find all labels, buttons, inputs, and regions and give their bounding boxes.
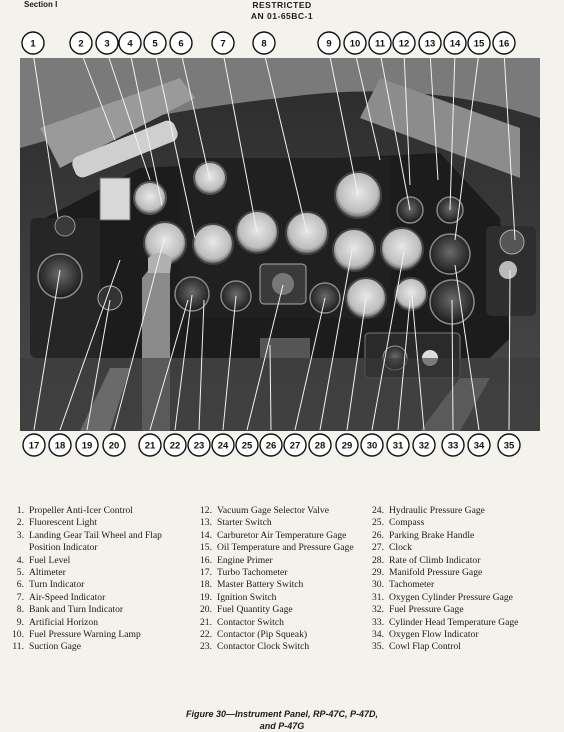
callout-number: 9 <box>326 38 332 50</box>
legend-item <box>362 567 548 579</box>
legend-item-number: 13. <box>200 517 212 529</box>
caption-line-1: Figure 30—Instrument Panel, RP-47C, P-47D, <box>185 709 379 719</box>
legend-item-text: Air-Speed Indicator <box>29 591 106 603</box>
legend-item-number: 21. <box>200 616 212 628</box>
leader-14 <box>450 52 455 210</box>
callout-number: 16 <box>498 38 510 50</box>
callout-number: 27 <box>289 440 301 452</box>
leader-18 <box>60 260 120 430</box>
callout-number: 21 <box>144 440 156 452</box>
legend-item-text: Manifold Pressure Gage <box>389 567 483 579</box>
callout-22 <box>164 434 186 456</box>
legend-item-text: Fuel Quantity Gage <box>217 604 293 616</box>
legend-item-text: Fuel Pressure Warning Lamp <box>29 629 141 641</box>
legend-item <box>362 604 548 616</box>
callout-number: 13 <box>424 38 436 50</box>
legend-item <box>2 567 182 579</box>
legend-item <box>2 641 182 653</box>
leader-21 <box>150 300 188 430</box>
legend-item-number: 23. <box>200 641 212 653</box>
legend-item-number: 17. <box>200 567 212 579</box>
legend-item <box>2 517 182 529</box>
legend-item-number: 32. <box>372 604 384 616</box>
legend-item <box>2 629 182 641</box>
callout-number: 11 <box>374 38 386 50</box>
callout-12 <box>393 32 415 54</box>
legend-item-text: Turbo Tachometer <box>217 567 288 579</box>
legend-item <box>190 542 365 554</box>
legend-item <box>2 555 182 567</box>
legend-item-text: Hydraulic Pressure Gage <box>389 505 485 516</box>
callout-9 <box>318 32 340 54</box>
legend-item-number: 2. <box>16 517 24 529</box>
callout-number: 2 <box>78 38 84 50</box>
callout-8 <box>253 32 275 54</box>
leader-15 <box>455 52 479 240</box>
legend-item-text: Bank and Turn Indicator <box>29 604 124 616</box>
legend-item-number: 18. <box>200 579 212 591</box>
callout-number: 6 <box>178 38 184 50</box>
callout-number: 3 <box>104 38 110 50</box>
callout-number: 5 <box>152 38 158 50</box>
legend-item <box>2 579 182 591</box>
leader-20 <box>114 236 165 430</box>
section-label: Section I <box>24 0 58 9</box>
legend-item-number: 1. <box>16 505 24 516</box>
legend-item <box>190 505 365 517</box>
legend-item <box>362 517 548 529</box>
legend-item-text: Compass <box>389 517 425 529</box>
legend-item-number: 5. <box>16 567 24 579</box>
callout-number: 34 <box>473 440 485 452</box>
legend-item-text: Turn Indicator <box>29 579 85 591</box>
callout-number: 19 <box>81 440 93 452</box>
legend-item-text: Fuel Level <box>29 554 71 566</box>
caption-line-2: and P-47G <box>259 720 305 731</box>
callout-number: 24 <box>217 440 229 452</box>
leader-6 <box>181 52 210 180</box>
callout-number: 12 <box>398 38 410 50</box>
legend-item <box>2 592 182 604</box>
legend-item-text: Parking Brake Handle <box>389 529 475 541</box>
callout-18 <box>49 434 71 456</box>
legend-item <box>190 579 365 591</box>
legend-item-text: Landing Gear Tail Wheel and Flap Position Indicator <box>29 529 162 554</box>
callout-number: 35 <box>503 440 515 452</box>
legend-item <box>362 617 548 629</box>
callout-14 <box>444 32 466 54</box>
callout-2 <box>70 32 92 54</box>
legend-item-number: 26. <box>372 529 384 541</box>
legend-item-text: Fluorescent Light <box>29 517 97 529</box>
legend-item-text: Master Battery Switch <box>217 579 304 591</box>
legend-item <box>362 592 548 604</box>
callout-29 <box>336 434 358 456</box>
leader-16 <box>504 52 515 240</box>
leader-5 <box>155 52 195 238</box>
legend-item-text: Oxygen Flow Indicator <box>389 629 479 641</box>
callout-21 <box>139 434 161 456</box>
legend-item-text: Rate of Climb Indicator <box>389 554 481 566</box>
leader-2 <box>81 52 115 140</box>
callout-4 <box>119 32 141 54</box>
figure-caption <box>0 709 564 732</box>
legend-item-number: 12. <box>200 505 212 516</box>
callout-13 <box>419 32 441 54</box>
legend-item-text: Propeller Anti-Icer Control <box>29 505 133 516</box>
legend-item <box>362 641 548 653</box>
legend-item-text: Vacuum Gage Selector Valve <box>217 505 329 516</box>
legend-column-1 <box>2 505 182 654</box>
legend-item-number: 27. <box>372 542 384 554</box>
callout-3 <box>96 32 118 54</box>
legend-item-number: 30. <box>372 579 384 591</box>
legend-item <box>362 530 548 542</box>
callout-number: 28 <box>314 440 326 452</box>
leader-32 <box>412 296 424 430</box>
callout-32 <box>413 434 435 456</box>
legend-item-number: 8. <box>16 604 24 616</box>
legend-item-number: 25. <box>372 517 384 529</box>
callout-17 <box>23 434 45 456</box>
callout-30 <box>361 434 383 456</box>
callout-number: 30 <box>366 440 378 452</box>
legend-item-text: Tachometer <box>389 579 435 591</box>
callout-number: 33 <box>447 440 459 452</box>
legend-item-text: Altimeter <box>29 567 66 579</box>
legend-item-number: 33. <box>372 616 384 628</box>
legend-item-number: 14. <box>200 529 212 541</box>
leader-7 <box>223 52 257 232</box>
callout-number: 8 <box>261 38 267 50</box>
leader-31 <box>398 300 410 430</box>
callout-20 <box>103 434 125 456</box>
legend-item-number: 22. <box>200 629 212 641</box>
legend-item <box>190 617 365 629</box>
callout-1 <box>22 32 44 54</box>
legend-item <box>190 629 365 641</box>
legend-item-text: Contactor Clock Switch <box>217 641 310 653</box>
legend-item-number: 9. <box>16 616 24 628</box>
callout-16 <box>493 32 515 54</box>
legend-item <box>190 555 365 567</box>
legend-item-number: 19. <box>200 591 212 603</box>
legend-item-text: Carburetor Air Temperature Gage <box>217 529 347 541</box>
legend-item <box>190 517 365 529</box>
leader-29 <box>347 298 366 430</box>
legend-item <box>190 530 365 542</box>
legend-item-number: 16. <box>200 554 212 566</box>
legend-item-number: 20. <box>200 604 212 616</box>
legend-item-number: 6. <box>16 579 24 591</box>
callout-23 <box>188 434 210 456</box>
legend-item-number: 34. <box>372 629 384 641</box>
callout-11 <box>369 32 391 54</box>
leader-10 <box>355 52 380 160</box>
leader-9 <box>329 52 358 195</box>
callout-6 <box>170 32 192 54</box>
callout-15 <box>468 32 490 54</box>
callout-35 <box>498 434 520 456</box>
callout-24 <box>212 434 234 456</box>
callout-number: 23 <box>193 440 205 452</box>
legend-item <box>2 604 182 616</box>
leader-4 <box>130 52 162 205</box>
legend-item <box>190 567 365 579</box>
leader-27 <box>295 298 325 430</box>
leader-17 <box>34 270 60 430</box>
callout-number: 32 <box>418 440 430 452</box>
legend-item-text: Cowl Flap Control <box>389 641 461 653</box>
leader-34 <box>455 265 479 430</box>
leader-8 <box>264 52 307 233</box>
legend-item-text: Ignition Switch <box>217 591 277 603</box>
legend-item-text: Contactor Switch <box>217 616 284 628</box>
leader-24 <box>223 296 236 430</box>
legend-item-text: Fuel Pressure Gage <box>389 604 464 616</box>
legend-item-number: 10. <box>12 629 24 641</box>
callout-34 <box>468 434 490 456</box>
callout-number: 18 <box>54 440 66 452</box>
callout-26 <box>260 434 282 456</box>
leader-28 <box>320 250 352 430</box>
legend-item-text: Contactor (Pip Squeak) <box>217 629 308 641</box>
legend-item-text: Artificial Horizon <box>29 616 98 628</box>
legend-item <box>362 555 548 567</box>
classification-label: RESTRICTED <box>252 0 312 10</box>
legend-item-number: 11. <box>12 641 24 653</box>
legend-item-number: 3. <box>16 529 24 541</box>
legend-item-text: Cylinder Head Temperature Gage <box>389 616 519 628</box>
doc-number: AN 01-65BC-1 <box>250 11 314 21</box>
legend-item-number: 29. <box>372 567 384 579</box>
legend-item <box>362 579 548 591</box>
legend-item-text: Engine Primer <box>217 554 273 566</box>
callout-7 <box>212 32 234 54</box>
legend-item <box>362 542 548 554</box>
callout-27 <box>284 434 306 456</box>
legend-item <box>362 629 548 641</box>
legend-item <box>362 505 548 517</box>
leader-33 <box>452 300 453 430</box>
leader-1 <box>33 52 58 218</box>
legend-item-text: Suction Gage <box>29 641 81 653</box>
callout-number: 14 <box>449 38 461 50</box>
legend-item-text: Oil Temperature and Pressure Gage <box>217 542 354 554</box>
legend-item-number: 7. <box>16 591 24 603</box>
leader-35 <box>509 270 510 430</box>
callout-number: 31 <box>392 440 404 452</box>
callout-19 <box>76 434 98 456</box>
legend-item <box>190 604 365 616</box>
callout-number: 1 <box>30 38 36 50</box>
leader-25 <box>247 285 283 430</box>
legend-item-number: 31. <box>372 591 384 603</box>
legend-item-number: 15. <box>200 542 212 554</box>
callout-number: 10 <box>349 38 361 50</box>
legend-column-2 <box>190 505 365 654</box>
callout-5 <box>144 32 166 54</box>
legend-item <box>2 530 182 555</box>
callout-number: 15 <box>473 38 485 50</box>
leader-26 <box>270 345 271 430</box>
legend-item <box>190 641 365 653</box>
callout-bottom-row <box>23 434 520 456</box>
legend-item-number: 4. <box>16 554 24 566</box>
legend-item-number: 28. <box>372 554 384 566</box>
callout-number: 22 <box>169 440 181 452</box>
legend-item-text: Starter Switch <box>217 517 272 529</box>
legend-item-number: 24. <box>372 505 384 516</box>
leader-13 <box>430 52 438 180</box>
callout-25 <box>236 434 258 456</box>
callout-10 <box>344 32 366 54</box>
callout-number: 26 <box>265 440 277 452</box>
legend-item-text: Clock <box>389 542 412 554</box>
callout-number: 7 <box>220 38 226 50</box>
callout-number: 25 <box>241 440 253 452</box>
legend-item <box>2 617 182 629</box>
callout-33 <box>442 434 464 456</box>
callout-leader-lines <box>33 52 515 430</box>
callout-number: 4 <box>127 38 133 50</box>
legend-item <box>2 505 182 517</box>
legend-item <box>190 592 365 604</box>
legend-column-3 <box>362 505 548 654</box>
leader-30 <box>372 252 404 430</box>
leader-12 <box>404 52 410 185</box>
callout-28 <box>309 434 331 456</box>
callout-top-row <box>22 32 515 54</box>
leader-23 <box>199 300 204 430</box>
legend-item-text: Oxygen Cylinder Pressure Gage <box>389 591 513 603</box>
callout-number: 20 <box>108 440 120 452</box>
callout-number: 17 <box>28 440 40 452</box>
callout-31 <box>387 434 409 456</box>
callout-number: 29 <box>341 440 353 452</box>
legend-item-number: 35. <box>372 641 384 653</box>
